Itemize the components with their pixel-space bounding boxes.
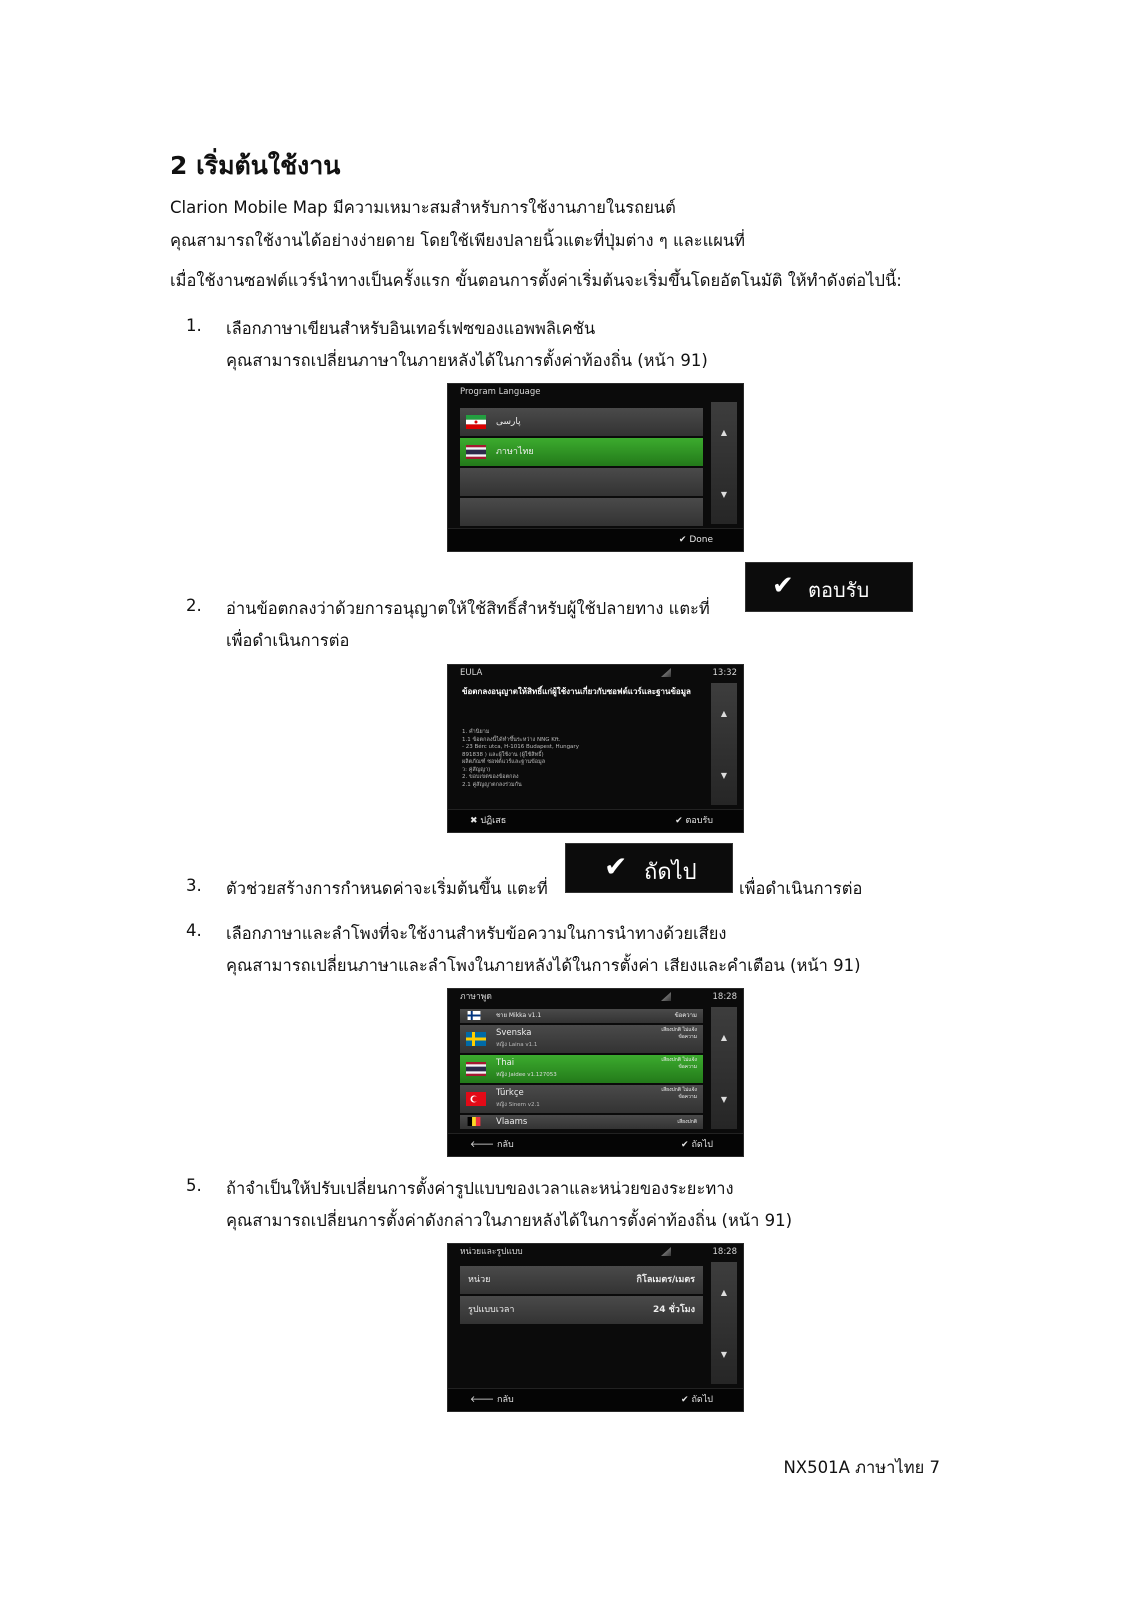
- check-icon: ✔: [678, 535, 687, 545]
- voice-status: ข้อความ: [674, 1012, 697, 1019]
- step-3-after: เพื่อดำเนินการต่อ: [739, 879, 863, 898]
- bottom-bar: [448, 528, 743, 551]
- next-label: ถัดไป: [691, 1395, 713, 1405]
- scroll-down-icon[interactable]: ▼: [720, 490, 728, 499]
- check-icon: ✔: [772, 571, 794, 601]
- voice-name: Svenska: [496, 1028, 532, 1038]
- language-label: ภาษาไทย: [496, 447, 534, 457]
- check-icon: ✔: [675, 816, 683, 826]
- screen-header: [448, 1244, 743, 1260]
- bottom-bar: [448, 1388, 743, 1411]
- scroll-down-icon[interactable]: ▼: [720, 1095, 728, 1104]
- settings-list: [460, 1266, 703, 1326]
- turkey-flag-icon: [466, 1092, 486, 1106]
- sweden-flag-icon: [466, 1032, 486, 1046]
- scroll-up-icon[interactable]: ▲: [720, 1033, 728, 1042]
- voice-name: Thai: [496, 1058, 515, 1068]
- list-item-persian[interactable]: [460, 408, 703, 436]
- step-3-text: ตัวช่วยสร้างการกำหนดค่าจะเริ่มต้นขึ้น แตะที่: [226, 879, 548, 898]
- back-label: กลับ: [497, 1140, 514, 1150]
- list-item-voice[interactable]: [460, 1009, 703, 1023]
- scrollbar[interactable]: [711, 683, 737, 805]
- arrow-left-icon: 🡐: [470, 1140, 495, 1150]
- step-2-number: 2.: [186, 596, 202, 615]
- arrow-left-icon: 🡐: [470, 1395, 495, 1405]
- scroll-up-icon[interactable]: ▲: [720, 1288, 728, 1297]
- screen-header: [448, 665, 743, 681]
- accept-button-image: [745, 562, 913, 612]
- language-list: [460, 408, 703, 528]
- next-button[interactable]: [681, 1389, 713, 1411]
- setting-label: หน่วย: [468, 1275, 491, 1285]
- scroll-up-icon[interactable]: ▲: [720, 428, 728, 437]
- scroll-down-icon[interactable]: ▼: [720, 1350, 728, 1359]
- scroll-down-icon[interactable]: ▼: [720, 771, 728, 780]
- check-icon: ✔: [604, 850, 628, 883]
- eula-line: 891838 ) และผู้ใช้งาน (ผู้ใช้สิทธิ์): [462, 751, 544, 758]
- done-button[interactable]: [679, 529, 713, 551]
- decline-label: ปฏิเสธ: [480, 816, 507, 826]
- belgium-flag-icon: [466, 1117, 482, 1126]
- bottom-bar: [448, 809, 743, 832]
- check-icon: ✔: [681, 1395, 689, 1405]
- screen-header: [448, 989, 743, 1005]
- voice-label: ชาย Mikka v1.1: [496, 1012, 542, 1019]
- voice-status: เสียงปกติ: [677, 1119, 697, 1125]
- list-item-voice[interactable]: [460, 1115, 703, 1129]
- step-5-text: ถ้าจำเป็นให้ปรับเปลี่ยนการตั้งค่ารูปแบบของเวลาและหน่วยของระยะทาง: [226, 1179, 734, 1198]
- accept-label: ตอบรับ: [685, 816, 713, 826]
- eula-body: [462, 729, 706, 789]
- step-4-number: 4.: [186, 921, 202, 940]
- clock: 18:28: [712, 1247, 737, 1257]
- back-button[interactable]: [470, 1389, 514, 1411]
- iran-flag-icon: [466, 415, 486, 429]
- next-button[interactable]: [681, 1134, 713, 1156]
- units-formats-screen: [447, 1243, 744, 1412]
- step-4-text: เลือกภาษาและลำโพงที่จะใช้งานสำหรับข้อความในการนำทางด้วยเสียง: [226, 924, 727, 943]
- time-format-setting-row[interactable]: [460, 1296, 703, 1324]
- bottom-bar: [448, 1133, 743, 1156]
- eula-line: 2.1 คู่สัญญาตกลงร่วมกัน: [462, 781, 522, 788]
- list-item-voice[interactable]: [460, 1085, 703, 1113]
- scrollbar[interactable]: [711, 1262, 737, 1384]
- done-label: Done: [689, 535, 713, 545]
- eula-line: ว: คู่สัญญา): [462, 766, 491, 773]
- setting-label: รูปแบบเวลา: [468, 1305, 515, 1315]
- voice-status: เสียงปกติ ไม่แจ้ง ข้อความ: [661, 1057, 697, 1070]
- check-icon: ✔: [681, 1140, 689, 1150]
- list-item-empty: [460, 498, 703, 526]
- voice-name: Türkçe: [496, 1088, 524, 1098]
- clock: 18:28: [712, 992, 737, 1002]
- intro-line-1: Clarion Mobile Map มีความเหมาะสมสำหรับการใช้งานภายในรถยนต์: [170, 198, 676, 217]
- scrollbar[interactable]: [711, 402, 737, 524]
- clock: 13:32: [712, 668, 737, 678]
- step-2-note: เพื่อดำเนินการต่อ: [226, 631, 350, 650]
- list-item-empty: [460, 468, 703, 496]
- screen-title: Program Language: [460, 387, 541, 397]
- step-3-number: 3.: [186, 876, 202, 895]
- gps-signal-icon: [661, 992, 671, 1001]
- scroll-up-icon[interactable]: ▲: [720, 709, 728, 718]
- step-2-text: อ่านข้อตกลงว่าด้วยการอนุญาตให้ใช้สิทธิ์สำหรับผู้ใช้ปลายทาง แตะที่: [226, 599, 710, 618]
- screen-title: หน่วยและรูปแบบ: [460, 1247, 523, 1257]
- accept-button[interactable]: [675, 810, 713, 832]
- page-footer: NX501A ภาษาไทย 7: [783, 1458, 940, 1477]
- accept-label: ตอบรับ: [808, 578, 870, 602]
- step-5-number: 5.: [186, 1176, 202, 1195]
- voice-language-screen: [447, 988, 744, 1157]
- intro-line-3: เมื่อใช้งานซอฟต์แวร์นำทางเป็นครั้งแรก ขั้นตอนการตั้งค่าเริ่มต้นจะเริ่มขึ้นโดยอัตโนมัติ ให้ทำดังต่อไปนี้:: [170, 271, 902, 290]
- eula-line: 2. ขอบเขตของข้อตกลง: [462, 774, 519, 780]
- intro-line-2: คุณสามารถใช้งานได้อย่างง่ายดาย โดยใช้เพียงปลายนิ้วแตะที่ปุ่มต่าง ๆ และแผนที่: [170, 231, 746, 250]
- eula-line: 1. คำนิยาม: [462, 729, 490, 735]
- thailand-flag-icon: [466, 445, 486, 459]
- eula-line: 1.1 ข้อตกลงนี้ได้ทำขึ้นระหว่าง NNG Kft.: [462, 736, 561, 743]
- setting-value: 24 ชั่วโมง: [653, 1305, 695, 1315]
- step-5-note: คุณสามารถเปลี่ยนการตั้งค่าดังกล่าวในภายหลังได้ในการตั้งค่าท้องถิ่น (หน้า 91): [226, 1211, 793, 1230]
- voice-label: หญิง Laina v1.1: [496, 1042, 538, 1048]
- decline-button[interactable]: [470, 810, 506, 832]
- screen-title: ภาษาพูด: [460, 992, 492, 1002]
- step-1-text: เลือกภาษาเขียนสำหรับอินเทอร์เฟซของแอพพลิเคชัน: [226, 319, 596, 338]
- next-label: ถัดไป: [691, 1140, 713, 1150]
- thailand-flag-icon: [466, 1062, 486, 1076]
- next-label: ถัดไป: [644, 860, 697, 885]
- step-4-note: คุณสามารถเปลี่ยนภาษาและลำโพงในภายหลังได้ในการตั้งค่า เสียงและคำเตือน (หน้า 91): [226, 956, 861, 975]
- gps-signal-icon: [661, 1247, 671, 1256]
- back-label: กลับ: [497, 1395, 514, 1405]
- units-setting-row[interactable]: [460, 1266, 703, 1294]
- voice-label: หญิง Sinem v2.1: [496, 1102, 540, 1108]
- step-1-note: คุณสามารถเปลี่ยนภาษาในภายหลังได้ในการตั้งค่าท้องถิ่น (หน้า 91): [226, 351, 708, 370]
- voice-list: [460, 1009, 703, 1131]
- voice-status: เสียงปกติ ไม่แจ้ง ข้อความ: [661, 1087, 697, 1100]
- setting-value: กิโลเมตร/เมตร: [636, 1275, 695, 1285]
- eula-heading: ข้อตกลงอนุญาตให้สิทธิ์แก่ผู้ใช้งานเกี่ยวกับซอฟต์แวร์และฐานข้อมูล: [462, 687, 691, 696]
- list-item-voice[interactable]: [460, 1025, 703, 1053]
- gps-signal-icon: [661, 668, 671, 677]
- voice-status: เสียงปกติ ไม่แจ้ง ข้อความ: [661, 1027, 697, 1040]
- language-label: پارسی: [496, 417, 521, 427]
- eula-line: - 23 Bérc utca, H-1016 Budapest, Hungary: [462, 744, 579, 750]
- close-icon: ✖: [470, 816, 478, 826]
- voice-label: หญิง Jaidee v1.127053: [496, 1072, 557, 1078]
- eula-line: ผลิตภัณฑ์ ซอฟต์แวร์และฐานข้อมูล: [462, 759, 546, 765]
- next-button-image: [565, 843, 733, 893]
- back-button[interactable]: [470, 1134, 514, 1156]
- voice-name: Vlaams: [496, 1117, 528, 1127]
- eula-screen: [447, 664, 744, 833]
- program-language-screen: [447, 383, 744, 552]
- list-item-voice-selected[interactable]: [460, 1055, 703, 1083]
- screen-title: EULA: [460, 668, 483, 678]
- finland-flag-icon: [466, 1011, 482, 1020]
- step-1-number: 1.: [186, 316, 202, 335]
- page-title: 2 เริ่มต้นใช้งาน: [170, 151, 341, 180]
- list-item-thai[interactable]: [460, 438, 703, 466]
- scrollbar[interactable]: [711, 1007, 737, 1129]
